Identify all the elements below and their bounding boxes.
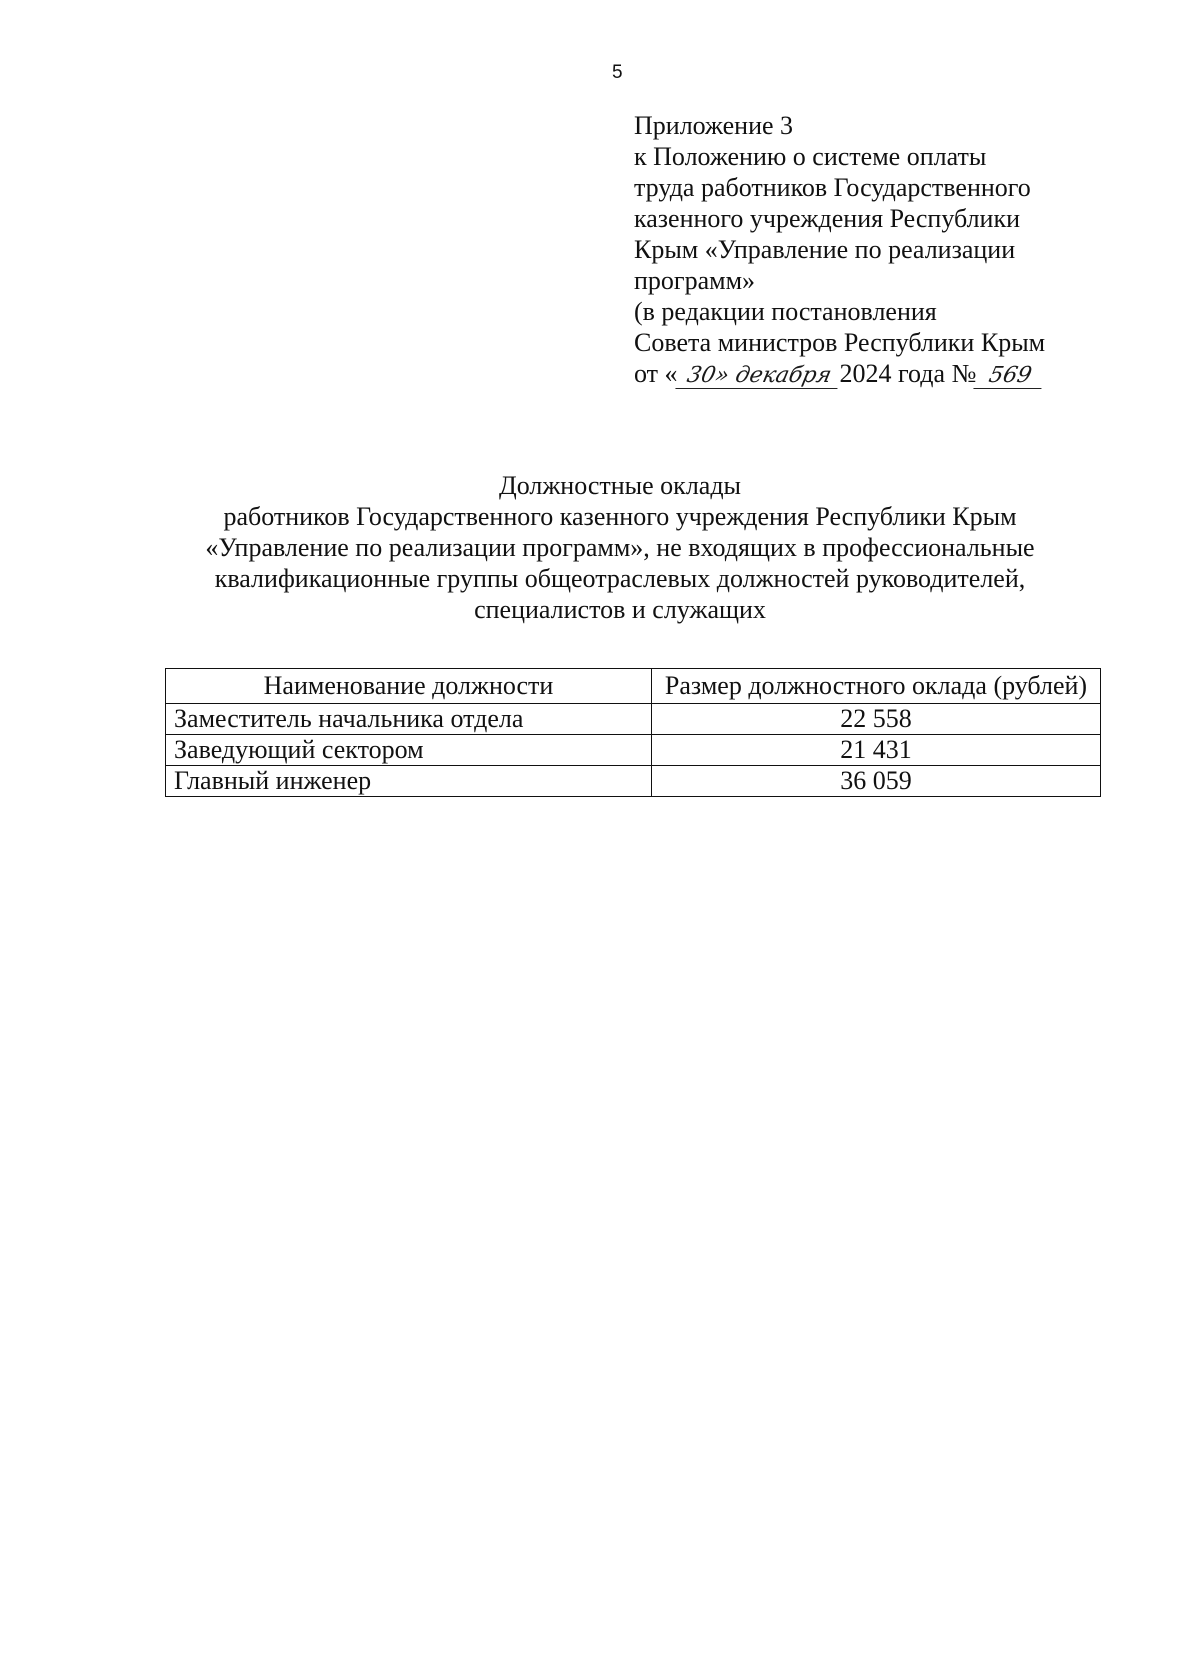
table-row <box>166 704 1101 735</box>
appendix-line: Совета министров Республики Крым <box>634 328 1046 357</box>
appendix-line: Крым «Управление по реализации <box>634 235 1016 264</box>
title-line: Должностные оклады <box>498 471 742 500</box>
page-number: 5 <box>612 62 623 83</box>
title-line: «Управление по реализации программ», не входящих в профессиональные <box>205 533 1035 562</box>
salary-cell: 22 558 <box>652 704 1101 735</box>
document-title <box>130 470 1110 625</box>
appendix-line: (в редакции постановления <box>634 297 937 326</box>
handwritten-number: 569 <box>974 364 1047 389</box>
position-cell: Заместитель начальника отдела <box>166 704 652 735</box>
title-line: квалификационные группы общеотраслевых должностей руководителей, <box>214 564 1026 593</box>
appendix-line: к Положению о системе оплаты <box>634 142 987 171</box>
position-cell: Главный инженер <box>166 766 652 797</box>
appendix-block <box>634 110 1114 389</box>
salary-cell: 36 059 <box>652 766 1101 797</box>
salary-cell: 21 431 <box>652 735 1101 766</box>
salary-table <box>165 668 1101 797</box>
appendix-line: программ» <box>634 266 756 295</box>
table-header-row <box>166 669 1101 704</box>
appendix-line: Приложение 3 <box>634 111 794 140</box>
table-row <box>166 766 1101 797</box>
date-prefix: от « <box>634 359 678 388</box>
handwritten-date: 30» декабря <box>675 364 842 389</box>
table-row <box>166 735 1101 766</box>
appendix-line: труда работников Государственного <box>634 173 1031 202</box>
header-salary: Размер должностного оклада (рублей) <box>652 669 1101 704</box>
appendix-line: казенного учреждения Республики <box>634 204 1021 233</box>
header-position: Наименование должности <box>166 669 652 704</box>
date-year: 2024 года № <box>839 359 977 388</box>
appendix-date-line <box>634 358 1114 389</box>
position-cell: Заведующий сектором <box>166 735 652 766</box>
title-line: работников Государственного казенного учреждения Республики Крым <box>223 502 1017 531</box>
title-line: специалистов и служащих <box>474 595 766 624</box>
